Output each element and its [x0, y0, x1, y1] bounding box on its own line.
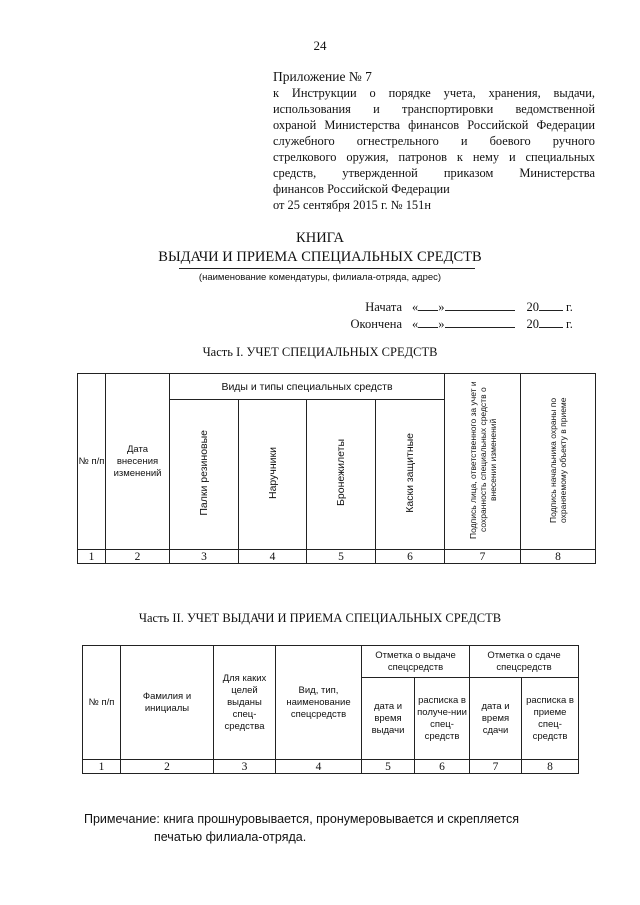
organization-name-line [179, 268, 475, 269]
organization-name-caption: (наименование комендатуры, филиала-отряда, адрес) [198, 272, 442, 283]
column-number: 2 [121, 760, 214, 774]
appendix-line: к Инструкции о порядке учета, хранения, выдачи, [273, 86, 595, 100]
open-quote: « [412, 300, 419, 314]
part1-heading: Часть I. УЧЕТ СПЕЦИАЛЬНЫХ СРЕДСТВ [202, 345, 438, 359]
col-signature-chief: Подпись начальника охраны по охраняемому объекту в приеме [521, 374, 596, 550]
day-blank [418, 299, 438, 311]
return-date-header: дата и время сдачи [470, 678, 522, 760]
note-line1: Примечание: книга прошнуровывается, пронумеровывается и скрепляется [84, 812, 520, 826]
column-number: 4 [239, 550, 307, 564]
type-header: Наручники [239, 400, 307, 550]
started-label: Начата [365, 300, 402, 314]
month-blank [445, 299, 515, 311]
close-quote: » [438, 300, 445, 314]
year-prefix: 20 [526, 317, 539, 331]
column-number: 5 [307, 550, 376, 564]
year-suffix: г. [566, 317, 573, 331]
note [84, 810, 564, 846]
ended-label: Окончена [350, 317, 402, 331]
appendix-title: Приложение № 7 [273, 69, 372, 84]
type-header: Каски защитные [376, 400, 445, 550]
started-date-row [336, 299, 573, 316]
types-group-header: Виды и типы специальных средств [170, 374, 445, 400]
type-header: Палки резиновые [170, 400, 239, 550]
appendix-line: от 25 сентября 2015 г. № 151н [273, 198, 431, 212]
appendix-line: финансов Российской Федерации [273, 182, 450, 196]
book-title [0, 229, 640, 267]
col-type-header: Вид, тип, наименование спецсредств [276, 646, 362, 760]
year-blank [539, 299, 563, 311]
column-number: 8 [521, 550, 596, 564]
type-header: Бронежилеты [307, 400, 376, 550]
column-number: 1 [83, 760, 121, 774]
open-quote: « [412, 317, 419, 331]
col-date-header: Дата внесения изменений [106, 374, 170, 550]
book-title-line2: ВЫДАЧИ И ПРИЕМА СПЕЦИАЛЬНЫХ СРЕДСТВ [158, 249, 482, 265]
month-blank [445, 316, 515, 328]
appendix-line: охраной Министерства финансов Российской Федерации [273, 118, 595, 132]
column-number: 7 [445, 550, 521, 564]
issue-date-header: дата и время выдачи [362, 678, 415, 760]
year-suffix: г. [566, 300, 573, 314]
page-number: 24 [313, 38, 327, 53]
part1-table [77, 373, 596, 564]
col-no-header: № п/п [78, 374, 106, 550]
column-number: 1 [78, 550, 106, 564]
col-name-header: Фамилия и инициалы [121, 646, 214, 760]
appendix-line: служебного огнестрельного и боевого ручного [273, 134, 595, 148]
appendix-line: средств, утвержденной приказом Министерства [273, 166, 595, 180]
part2-table [82, 645, 579, 774]
return-receipt-header: расписка в приеме спец-средств [522, 678, 579, 760]
appendix-header [273, 68, 595, 213]
issue-group-header: Отметка о выдаче спецсредств [362, 646, 470, 678]
column-number: 7 [470, 760, 522, 774]
column-number: 8 [522, 760, 579, 774]
column-number: 5 [362, 760, 415, 774]
column-number: 3 [170, 550, 239, 564]
close-quote: » [438, 317, 445, 331]
year-prefix: 20 [526, 300, 539, 314]
appendix-line: использования и транспортировки ведомственной [273, 102, 595, 116]
column-number: 6 [376, 550, 445, 564]
col-purpose-header: Для каких целей выданы спец-средства [214, 646, 276, 760]
note-line2: печатью филиала-отряда. [154, 830, 307, 844]
return-group-header: Отметка о сдаче спецсредств [470, 646, 579, 678]
column-number: 3 [214, 760, 276, 774]
appendix-line: стрелкового оружия, патронов к нему и специальных [273, 150, 595, 164]
year-blank [539, 316, 563, 328]
col-signature-responsible: Подпись лица, ответственного за учет и сохранность специальных средств о внесении изменений [445, 374, 521, 550]
column-number: 4 [276, 760, 362, 774]
issue-receipt-header: расписка в получе-нии спец-средств [415, 678, 470, 760]
day-blank [418, 316, 438, 328]
dates-block [336, 299, 573, 333]
part2-heading: Часть II. УЧЕТ ВЫДАЧИ И ПРИЕМА СПЕЦИАЛЬНЫХ СРЕДСТВ [138, 611, 502, 625]
column-number: 2 [106, 550, 170, 564]
ended-date-row [336, 316, 573, 333]
column-number: 6 [415, 760, 470, 774]
col-no-header: № п/п [83, 646, 121, 760]
book-title-line1: КНИГА [296, 230, 344, 246]
